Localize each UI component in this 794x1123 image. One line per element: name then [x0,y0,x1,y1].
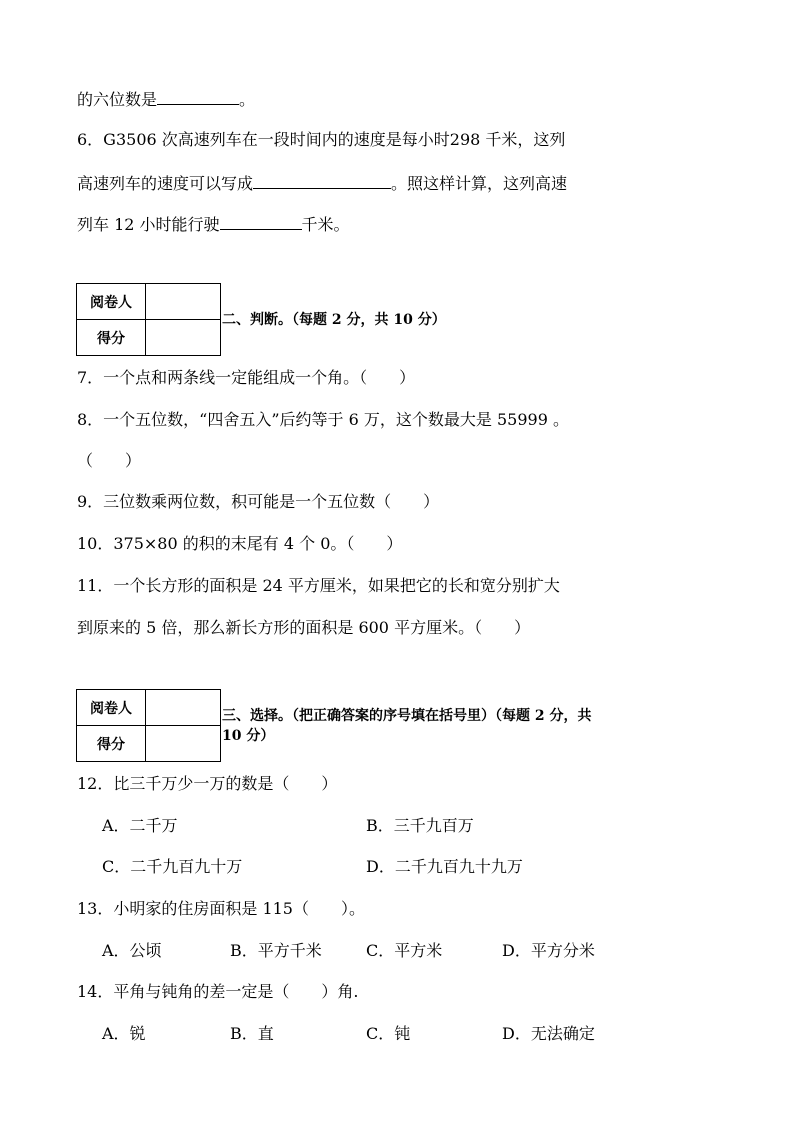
score-label: 得分 [77,320,146,356]
section-3-heading-line2: 10 分） [222,728,275,744]
section-2-heading: 二、判断。（每题 2 分，共 10 分） [222,312,446,328]
q14-stem: 14．平角与钝角的差一定是（ ）角. [77,982,359,1001]
q8-paren: （ ） [77,451,142,470]
score-label: 得分 [77,726,146,762]
q6-distance-blank[interactable] [220,213,302,230]
q14-option-d[interactable]: D．无法确定 [502,1024,595,1043]
q13-option-c[interactable]: C．平方米 [366,941,443,960]
q6-line3-b: 千米。 [301,215,350,234]
q11-line1: 11．一个长方形的面积是 24 平方厘米，如果把它的长和宽分别扩大 [77,576,560,595]
q8: 8．一个五位数，“四舍五入”后约等于 6 万，这个数最大是 55999 。 [77,410,569,429]
q12-option-a[interactable]: A．二千万 [102,816,178,835]
score-cell[interactable] [146,726,221,762]
q5-text: 的六位数是 [77,90,158,109]
q14-option-c[interactable]: C．钝 [366,1024,411,1043]
reviewer-cell[interactable] [146,284,221,320]
q10: 10．375×80 的积的末尾有 4 个 0。（ ） [77,534,403,553]
q12-stem: 12．比三千万少一万的数是（ ） [77,774,338,793]
q9: 9．三位数乘两位数，积可能是一个五位数（ ） [77,492,440,511]
q6-line2 [77,172,567,194]
score-cell[interactable] [146,320,221,356]
score-table-2 [76,689,221,762]
score-table-1 [76,283,221,356]
q6-line3 [77,213,350,235]
q5-end: 。 [239,90,256,109]
q6-speed-blank[interactable] [253,172,391,189]
q6-line2-b: 。照这样计算，这列高速 [391,174,568,193]
q12-option-c[interactable]: C．二千九百九十万 [102,857,243,876]
q12-option-b[interactable]: B．三千九百万 [366,816,474,835]
reviewer-label: 阅卷人 [77,284,146,320]
q14-option-a[interactable]: A．锐 [102,1024,146,1043]
q12-option-d[interactable]: D．二千九百九十九万 [366,857,523,876]
q6-line1: 6．G3506 次高速列车在一段时间内的速度是每小时298 千米，这列 [77,130,566,149]
q5-tail [77,88,255,110]
q11-line2: 到原来的 5 倍，那么新长方形的面积是 600 平方厘米。（ ） [77,618,531,637]
reviewer-label: 阅卷人 [77,690,146,726]
q6-line2-a: 高速列车的速度可以写成 [77,174,254,193]
q14-option-b[interactable]: B．直 [230,1024,274,1043]
q13-option-d[interactable]: D．平方分米 [502,941,595,960]
q6-line3-a: 列车 12 小时能行驶 [77,215,220,234]
reviewer-cell[interactable] [146,690,221,726]
section-3-heading-line1: 三、选择。（把正确答案的序号填在括号里）（每题 2 分，共 [222,708,592,724]
q13-stem: 13．小明家的住房面积是 115（ ）。 [77,899,365,918]
q7: 7．一个点和两条线一定能组成一个角。（ ） [77,368,416,387]
q13-option-b[interactable]: B．平方千米 [230,941,322,960]
q5-answer-blank[interactable] [157,88,239,105]
q13-option-a[interactable]: A．公顷 [102,941,162,960]
